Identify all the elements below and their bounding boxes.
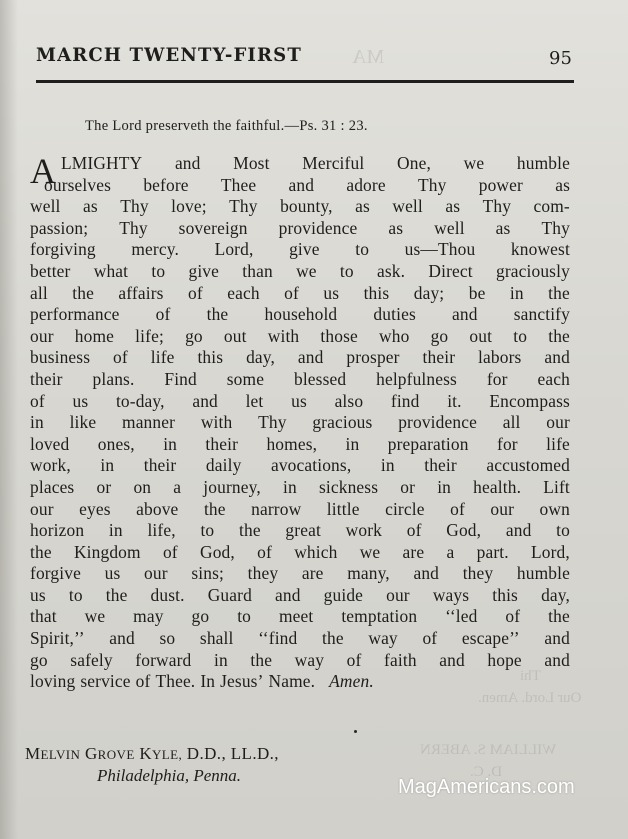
- prayer-line: [30, 628, 570, 650]
- prayer-word: better: [30, 260, 71, 281]
- prayer-word: daily: [205, 455, 242, 476]
- prayer-word: Lord,: [214, 239, 254, 260]
- prayer-word: God,: [200, 541, 235, 562]
- prayer-line: [30, 477, 570, 499]
- prayer-word: Guard: [207, 584, 252, 605]
- prayer-word: or: [400, 476, 416, 497]
- prayer-word: are: [402, 541, 425, 562]
- prayer-word: duties: [373, 304, 416, 325]
- prayer-word: of: [346, 649, 362, 670]
- prayer-word: Spirit,’’: [30, 628, 85, 649]
- prayer-word: of: [422, 628, 438, 649]
- prayer-word: also: [334, 390, 364, 411]
- prayer-word: work,: [30, 455, 71, 476]
- prayer-word: Name.: [268, 671, 316, 692]
- prayer-word: a: [173, 476, 182, 497]
- prayer-word: our: [30, 498, 54, 519]
- prayer-word: love;: [171, 196, 207, 217]
- prayer-word: the: [206, 304, 229, 325]
- prayer-word: com-: [533, 196, 570, 217]
- bleed-through-line-3: WILLIAM S. ABERN: [420, 742, 557, 758]
- prayer-word: each: [227, 282, 260, 303]
- prayer-word: in: [380, 455, 395, 476]
- prayer-text: [30, 153, 570, 693]
- prayer-word: of: [188, 282, 203, 303]
- prayer-word: power: [478, 174, 523, 195]
- prayer-word: us: [291, 390, 307, 411]
- prayer-word: go: [185, 325, 203, 346]
- prayer-word: of: [135, 671, 151, 692]
- prayer-line: [30, 563, 570, 585]
- prayer-word: affairs: [118, 282, 164, 303]
- prayer-word: loved: [30, 433, 70, 454]
- prayer-word: Find: [164, 368, 197, 389]
- prayer-word: out: [223, 325, 247, 346]
- prayer-word: ‘‘led: [445, 606, 478, 627]
- prayer-word: Direct: [428, 260, 473, 281]
- prayer-word: to: [556, 520, 570, 541]
- scripture-verse: The Lord preserveth the faithful.—Ps. 31 : 23.: [85, 118, 368, 134]
- prayer-word: us: [323, 282, 340, 303]
- prayer-line: [30, 542, 570, 564]
- prayer-word: day,: [541, 584, 570, 605]
- prayer-line: [30, 520, 570, 542]
- prayer-word: this: [492, 584, 518, 605]
- prayer-word: narrow: [251, 498, 302, 519]
- prayer-word: as: [495, 217, 511, 238]
- prayer-word: or: [96, 476, 112, 497]
- prayer-word: in: [509, 282, 524, 303]
- bleed-through-top: MA: [352, 46, 385, 68]
- prayer-word: us—Thou: [404, 239, 476, 260]
- prayer-word: and: [174, 153, 201, 173]
- prayer-word: Kingdom: [73, 541, 141, 562]
- prayer-word: blessed: [293, 368, 347, 389]
- prayer-word: of: [113, 347, 128, 368]
- prayer-word: their: [422, 347, 456, 368]
- prayer-word: part.: [476, 541, 509, 562]
- prayer-word: in: [213, 649, 228, 670]
- prayer-word: and: [288, 174, 315, 195]
- prayer-word: find: [390, 390, 420, 411]
- prayer-word: Thee.: [155, 671, 196, 692]
- prayer-word: we: [296, 260, 317, 281]
- prayer-word: Thy: [482, 196, 512, 217]
- prayer-word: and: [413, 563, 440, 584]
- prayer-word: sanctify: [513, 304, 570, 325]
- prayer-word: as: [555, 174, 570, 195]
- prayer-word: above: [136, 498, 179, 519]
- prayer-word: the: [203, 498, 226, 519]
- prayer-word: One,: [397, 153, 431, 173]
- ornament-dot: [354, 730, 357, 733]
- prayer-word: escape’’: [461, 628, 520, 649]
- prayer-line: [30, 239, 570, 261]
- prayer-word: little: [326, 498, 360, 519]
- prayer-word: as: [83, 196, 98, 217]
- prayer-word: Thy: [541, 217, 570, 238]
- prayer-word: the: [548, 325, 570, 346]
- prayer-line: [30, 455, 570, 477]
- prayer-word: give: [188, 260, 220, 281]
- prayer-word: with: [267, 325, 300, 346]
- prayer-word: and: [109, 628, 135, 649]
- prayer-line: [30, 412, 570, 434]
- prayer-word: service: [80, 671, 131, 692]
- prayer-word: journey,: [203, 476, 261, 497]
- prayer-word: for: [497, 433, 518, 454]
- prayer-word: homes,: [266, 433, 318, 454]
- prayer-line: [30, 283, 570, 305]
- prayer-word: each: [537, 368, 570, 389]
- prayer-word: and: [192, 390, 218, 411]
- prayer-word: ones,: [97, 433, 135, 454]
- header-rule: [36, 80, 574, 83]
- prayer-word: Thy: [229, 196, 258, 217]
- prayer-word: in: [30, 412, 44, 433]
- prayer-word: as: [388, 217, 404, 238]
- prayer-word: ourselves: [44, 174, 112, 195]
- prayer-word: some: [226, 368, 265, 389]
- prayer-word: us: [104, 563, 121, 584]
- prayer-word: way: [368, 628, 398, 649]
- prayer-word: health.: [473, 476, 522, 497]
- prayer-word: to: [151, 260, 166, 281]
- prayer-line: [30, 261, 570, 283]
- prayer-word: own: [539, 498, 570, 519]
- prayer-word: passion;: [30, 217, 89, 238]
- prayer-word: and: [275, 584, 301, 605]
- prayer-word: than: [242, 260, 273, 281]
- prayer-word: performance: [30, 304, 120, 325]
- prayer-word: and: [544, 347, 570, 368]
- prayer-word: Encompass: [489, 390, 570, 411]
- prayer-word: we: [359, 541, 381, 562]
- author-name: MELVIN GROVE KYLE, D.D., LL.D.,: [25, 744, 279, 763]
- prayer-word: avocations,: [270, 455, 352, 476]
- prayer-word: what: [93, 260, 129, 281]
- prayer-word: this: [363, 282, 390, 303]
- prayer-line: [30, 218, 570, 240]
- prayer-line: [30, 369, 570, 391]
- prayer-word: life: [150, 347, 175, 368]
- prayer-word: to-day,: [115, 390, 165, 411]
- prayer-word: of: [406, 520, 422, 541]
- drop-cap: A: [30, 151, 57, 191]
- prayer-line: [30, 326, 570, 348]
- prayer-word: go: [191, 606, 210, 627]
- prayer-word: our: [490, 498, 515, 519]
- prayer-line: [30, 391, 570, 413]
- prayer-word: meet: [278, 606, 314, 627]
- prayer-word: safely: [70, 649, 113, 670]
- prayer-word: and: [439, 649, 465, 670]
- bleed-through-line-2: Our Lord. Amen.: [478, 690, 582, 706]
- prayer-word: way: [294, 649, 325, 670]
- prayer-word: business: [30, 347, 91, 368]
- prayer-word: are: [301, 563, 324, 584]
- prayer-word: on: [133, 476, 152, 497]
- prayer-line: [30, 585, 570, 607]
- prayer-word: home: [74, 325, 115, 346]
- prayer-word: to: [513, 325, 528, 346]
- prayer-word: to: [68, 584, 83, 605]
- prayer-word: Jesus’: [220, 671, 264, 692]
- prayer-word: of: [257, 541, 272, 562]
- prayer-word: LMIGHTY: [61, 153, 143, 173]
- prayer-word: prosper: [346, 347, 400, 368]
- prayer-word: all: [502, 412, 521, 433]
- prayer-word: for: [486, 368, 508, 389]
- prayer-word: well: [30, 196, 61, 217]
- prayer-word: life,: [147, 520, 176, 541]
- prayer-word: their: [205, 433, 239, 454]
- prayer-word: they: [247, 563, 279, 584]
- prayer-word: so: [159, 628, 176, 649]
- bleed-through-line-1: Thi: [520, 668, 541, 684]
- prayer-word: well: [392, 196, 423, 217]
- prayer-word: our: [386, 584, 410, 605]
- prayer-word: with: [200, 412, 233, 433]
- prayer-word: places: [30, 476, 75, 497]
- prayer-word: that: [30, 606, 57, 627]
- prayer-word: the: [105, 584, 128, 605]
- prayer-word: shall: [199, 628, 234, 649]
- prayer-word: plans.: [92, 368, 135, 389]
- prayer-word: this: [197, 347, 224, 368]
- prayer-word: providence: [278, 217, 358, 238]
- prayer-word: let: [245, 390, 264, 411]
- prayer-line: [30, 434, 570, 456]
- prayer-line: [30, 606, 570, 628]
- prayer-word: the: [322, 628, 344, 649]
- prayer-word: adore: [346, 174, 386, 195]
- prayer-word: bounty,: [280, 196, 333, 217]
- prayer-amen: Amen.: [329, 671, 374, 692]
- prayer-word: work: [345, 520, 382, 541]
- prayer-word: the: [548, 282, 570, 303]
- prayer-word: Lift: [543, 476, 570, 497]
- prayer-word: hope: [487, 649, 522, 670]
- prayer-word: go: [430, 325, 449, 346]
- prayer-word: preparation: [387, 433, 469, 454]
- page-heading: MARCH TWENTY-FIRST: [36, 44, 302, 66]
- prayer-word: in: [108, 520, 123, 541]
- prayer-word: eyes: [79, 498, 111, 519]
- prayer-word: and: [544, 628, 570, 649]
- prayer-line: [30, 153, 570, 175]
- prayer-word: us: [72, 390, 89, 411]
- prayer-word: Thee: [220, 174, 257, 195]
- prayer-word: the: [239, 520, 261, 541]
- prayer-word: our: [546, 412, 570, 433]
- prayer-word: their: [30, 368, 63, 389]
- prayer-word: the: [548, 606, 570, 627]
- prayer-word: their: [424, 455, 457, 476]
- prayer-word: graciously: [495, 260, 570, 281]
- prayer-word: temptation: [341, 606, 418, 627]
- prayer-word: and: [544, 649, 570, 670]
- prayer-line: [30, 499, 570, 521]
- prayer-word: to: [237, 606, 252, 627]
- prayer-word: before: [143, 174, 189, 195]
- prayer-word: which: [294, 541, 338, 562]
- prayer-word: horizon: [30, 520, 85, 541]
- prayer-word: circle: [385, 498, 425, 519]
- prayer-word: us: [30, 584, 46, 605]
- prayer-word: Thy: [258, 412, 287, 433]
- prayer-word: Merciful: [302, 153, 365, 173]
- prayer-word: labors: [478, 347, 522, 368]
- prayer-word: as: [355, 196, 370, 217]
- prayer-word: out: [469, 325, 493, 346]
- prayer-word: life;: [135, 325, 164, 346]
- prayer-word: mercy.: [131, 239, 179, 260]
- prayer-word: helpfulness: [376, 368, 457, 389]
- author-location: Philadelphia, Penna.: [97, 766, 242, 785]
- bleed-through-line-4: D. C.: [470, 764, 503, 780]
- prayer-word: of: [30, 390, 45, 411]
- prayer-word: many,: [347, 563, 390, 584]
- prayer-word: humble: [516, 153, 570, 173]
- prayer-line: [30, 175, 570, 197]
- prayer-word: of: [155, 304, 171, 325]
- prayer-word: the: [30, 541, 52, 562]
- prayer-word: day;: [413, 282, 445, 303]
- prayer-word: humble: [516, 563, 570, 584]
- prayer-word: go: [30, 649, 48, 670]
- page-number: 95: [549, 48, 572, 69]
- prayer-word: sickness: [318, 476, 379, 497]
- prayer-line: [30, 196, 570, 218]
- prayer-word: of: [505, 606, 521, 627]
- prayer-word: faith: [384, 649, 417, 670]
- prayer-word: a: [446, 541, 455, 562]
- prayer-word: forgiving: [30, 239, 96, 260]
- prayer-word: In: [200, 671, 216, 692]
- prayer-word: we: [84, 606, 106, 627]
- prayer-word: the: [72, 282, 94, 303]
- prayer-word: who: [379, 325, 410, 346]
- prayer-word: and: [505, 520, 532, 541]
- prayer-word: in: [282, 476, 297, 497]
- prayer-word: in: [163, 433, 178, 454]
- site-watermark: MagAmericans.com: [398, 776, 575, 798]
- prayer-word: knowest: [510, 239, 570, 260]
- prayer-word: manner: [122, 412, 176, 433]
- prayer-word: like: [69, 412, 97, 433]
- prayer-line: [30, 304, 570, 326]
- prayer-word: to: [339, 260, 354, 281]
- prayer-word: Thy: [417, 174, 447, 195]
- prayer-word: and: [452, 304, 478, 325]
- prayer-word: ways: [432, 584, 470, 605]
- prayer-word: those: [320, 325, 358, 346]
- prayer-line: [30, 650, 570, 672]
- prayer-word: ask.: [376, 260, 406, 281]
- prayer-word: Most: [233, 153, 270, 173]
- prayer-word: ‘‘find: [258, 628, 298, 649]
- prayer-word: of: [450, 498, 465, 519]
- prayer-word: in: [345, 433, 360, 454]
- prayer-word: Lord,: [531, 541, 570, 562]
- prayer-word: in: [437, 476, 452, 497]
- prayer-word: life: [546, 433, 570, 454]
- prayer-word: loving: [30, 671, 76, 692]
- prayer-word: be: [468, 282, 486, 303]
- prayer-word: all: [30, 282, 48, 303]
- prayer-line: [30, 671, 570, 693]
- prayer-word: sovereign: [178, 217, 248, 238]
- prayer-word: our: [30, 325, 54, 346]
- prayer-word: their: [143, 455, 177, 476]
- prayer-word: Thy: [119, 217, 148, 238]
- page-gutter-shadow: [0, 0, 18, 839]
- prayer-word: give: [289, 239, 320, 260]
- prayer-word: God,: [446, 520, 482, 541]
- prayer-line: [30, 347, 570, 369]
- prayer-word: guide: [323, 584, 364, 605]
- prayer-word: to: [355, 239, 370, 260]
- prayer-word: they: [462, 563, 494, 584]
- prayer-word: the: [250, 649, 273, 670]
- prayer-word: dust.: [150, 584, 185, 605]
- prayer-word: may: [133, 606, 164, 627]
- prayer-word: forgive: [30, 563, 81, 584]
- prayer-word: accustomed: [486, 455, 570, 476]
- prayer-word: well: [434, 217, 465, 238]
- prayer-word: household: [264, 304, 338, 325]
- prayer-word: of: [162, 541, 178, 562]
- prayer-word: gracious: [312, 412, 373, 433]
- prayer-word: forward: [135, 649, 192, 670]
- prayer-word: to: [200, 520, 215, 541]
- prayer-word: sins;: [191, 563, 224, 584]
- prayer-word: great: [285, 520, 321, 541]
- prayer-word: Thy: [120, 196, 149, 217]
- prayer-word: as: [445, 196, 461, 217]
- prayer-word: providence: [398, 412, 477, 433]
- prayer-word: day,: [246, 347, 276, 368]
- prayer-word: it.: [447, 390, 462, 411]
- prayer-word: our: [144, 563, 168, 584]
- prayer-word: and: [297, 347, 324, 368]
- prayer-word: we: [463, 153, 485, 173]
- prayer-word: of: [284, 282, 299, 303]
- prayer-word: in: [100, 455, 115, 476]
